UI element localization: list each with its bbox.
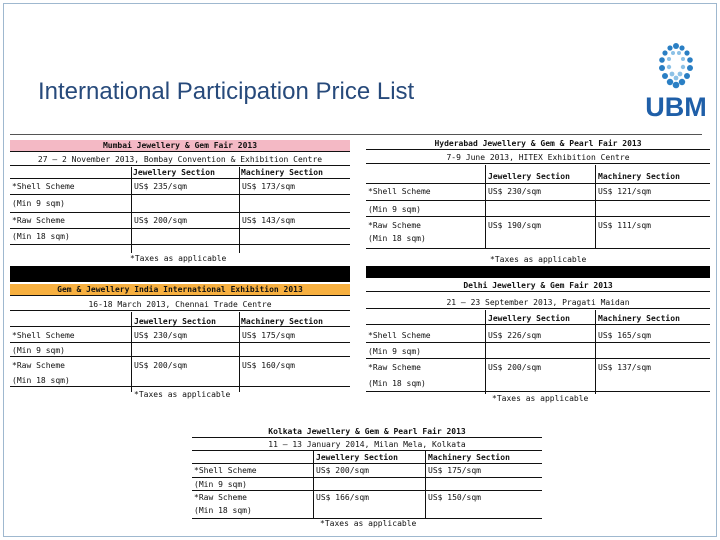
shell-scheme-label: *Shell Scheme <box>12 182 75 191</box>
col-jewellery-header: Jewellery Section <box>316 453 398 462</box>
min-18-label: (Min 18 sqm) <box>12 232 70 241</box>
kolkata-fair-table <box>192 427 542 530</box>
col-jewellery-header: Jewellery Section <box>134 317 216 326</box>
col-jewellery-header: Jewellery Section <box>488 314 570 323</box>
shell-scheme-label: *Shell Scheme <box>12 331 75 340</box>
logo-text: UBM <box>645 92 707 122</box>
delhi-fair-table <box>366 280 710 406</box>
fair-dates: 21 – 23 September 2013, Pragati Maidan <box>366 296 710 309</box>
fair-header: Hyderabad Jewellery & Gem & Pearl Fair 2013 <box>366 138 710 150</box>
raw-jewellery-price: US$ 200/sqm <box>134 216 187 225</box>
col-jewellery-header: Jewellery Section <box>133 168 215 177</box>
shell-scheme-label: *Shell Scheme <box>368 331 431 340</box>
shell-machinery-price: US$ 165/sqm <box>598 331 651 340</box>
raw-jewellery-price: US$ 200/sqm <box>488 363 541 372</box>
taxes-note: *Taxes as applicable <box>492 394 589 403</box>
fair-header: Gem & Jewellery India International Exhibition 2013 <box>10 284 350 296</box>
shell-machinery-price: US$ 173/sqm <box>242 182 295 191</box>
dot-ring-icon <box>644 40 708 92</box>
hyderabad-fair-table <box>366 138 710 266</box>
col-machinery-header: Machinery Section <box>428 453 510 462</box>
chennai-fair-table <box>10 284 350 402</box>
shell-jewellery-price: US$ 200/sqm <box>316 466 369 475</box>
min-18-label: (Min 18 sqm) <box>194 506 252 515</box>
fair-dates: 11 – 13 January 2014, Milan Mela, Kolkata <box>192 439 542 451</box>
raw-jewellery-price: US$ 200/sqm <box>134 361 187 370</box>
raw-scheme-label: *Raw Scheme <box>368 221 421 230</box>
divider-bar-left <box>10 266 350 282</box>
shell-machinery-price: US$ 121/sqm <box>598 187 651 196</box>
fair-dates: 27 – 2 November 2013, Bombay Convention & Exhibition Centre <box>10 153 350 166</box>
raw-scheme-label: *Raw Scheme <box>368 363 421 372</box>
raw-machinery-price: US$ 160/sqm <box>242 361 295 370</box>
ubm-logo <box>644 40 708 125</box>
col-jewellery-header: Jewellery Section <box>488 172 570 181</box>
col-machinery-header: Machinery Section <box>241 317 323 326</box>
taxes-note: *Taxes as applicable <box>320 519 417 528</box>
divider-bar-right <box>366 266 710 278</box>
taxes-note: *Taxes as applicable <box>490 255 587 264</box>
raw-scheme-label: *Raw Scheme <box>194 493 247 502</box>
min-18-label: (Min 18 sqm) <box>368 379 426 388</box>
raw-jewellery-price: US$ 190/sqm <box>488 221 541 230</box>
taxes-note: *Taxes as applicable <box>134 390 231 399</box>
shell-scheme-label: *Shell Scheme <box>368 187 431 196</box>
raw-machinery-price: US$ 143/sqm <box>242 216 295 225</box>
col-machinery-header: Machinery Section <box>598 172 680 181</box>
col-machinery-header: Machinery Section <box>241 168 323 177</box>
raw-machinery-price: US$ 137/sqm <box>598 363 651 372</box>
raw-scheme-label: *Raw Scheme <box>12 361 65 370</box>
raw-jewellery-price: US$ 166/sqm <box>316 493 369 502</box>
fair-header: Delhi Jewellery & Gem Fair 2013 <box>366 280 710 292</box>
min-9-label: (Min 9 sqm) <box>194 480 247 489</box>
min-18-label: (Min 18 sqm) <box>12 376 70 385</box>
shell-jewellery-price: US$ 226/sqm <box>488 331 541 340</box>
raw-scheme-label: *Raw Scheme <box>12 216 65 225</box>
min-9-label: (Min 9 sqm) <box>368 205 421 214</box>
shell-jewellery-price: US$ 230/sqm <box>134 331 187 340</box>
shell-jewellery-price: US$ 235/sqm <box>134 182 187 191</box>
fair-header: Kolkata Jewellery & Gem & Pearl Fair 2013 <box>192 427 542 438</box>
shell-machinery-price: US$ 175/sqm <box>428 466 481 475</box>
raw-machinery-price: US$ 150/sqm <box>428 493 481 502</box>
fair-dates: 16-18 March 2013, Chennai Trade Centre <box>10 298 350 311</box>
fair-dates: 7-9 June 2013, HITEX Exhibition Centre <box>366 151 710 164</box>
min-18-label: (Min 18 sqm) <box>368 234 426 243</box>
shell-jewellery-price: US$ 230/sqm <box>488 187 541 196</box>
col-machinery-header: Machinery Section <box>598 314 680 323</box>
shell-machinery-price: US$ 175/sqm <box>242 331 295 340</box>
header-divider <box>10 134 702 135</box>
fair-header: Mumbai Jewellery & Gem Fair 2013 <box>10 140 350 152</box>
shell-scheme-label: *Shell Scheme <box>194 466 257 475</box>
min-9-label: (Min 9 sqm) <box>368 347 421 356</box>
taxes-note: *Taxes as applicable <box>130 254 227 263</box>
min-9-label: (Min 9 sqm) <box>12 346 65 355</box>
mumbai-fair-table <box>10 140 350 265</box>
raw-machinery-price: US$ 111/sqm <box>598 221 651 230</box>
min-9-label: (Min 9 sqm) <box>12 199 65 208</box>
page-title: International Participation Price List <box>38 78 415 105</box>
